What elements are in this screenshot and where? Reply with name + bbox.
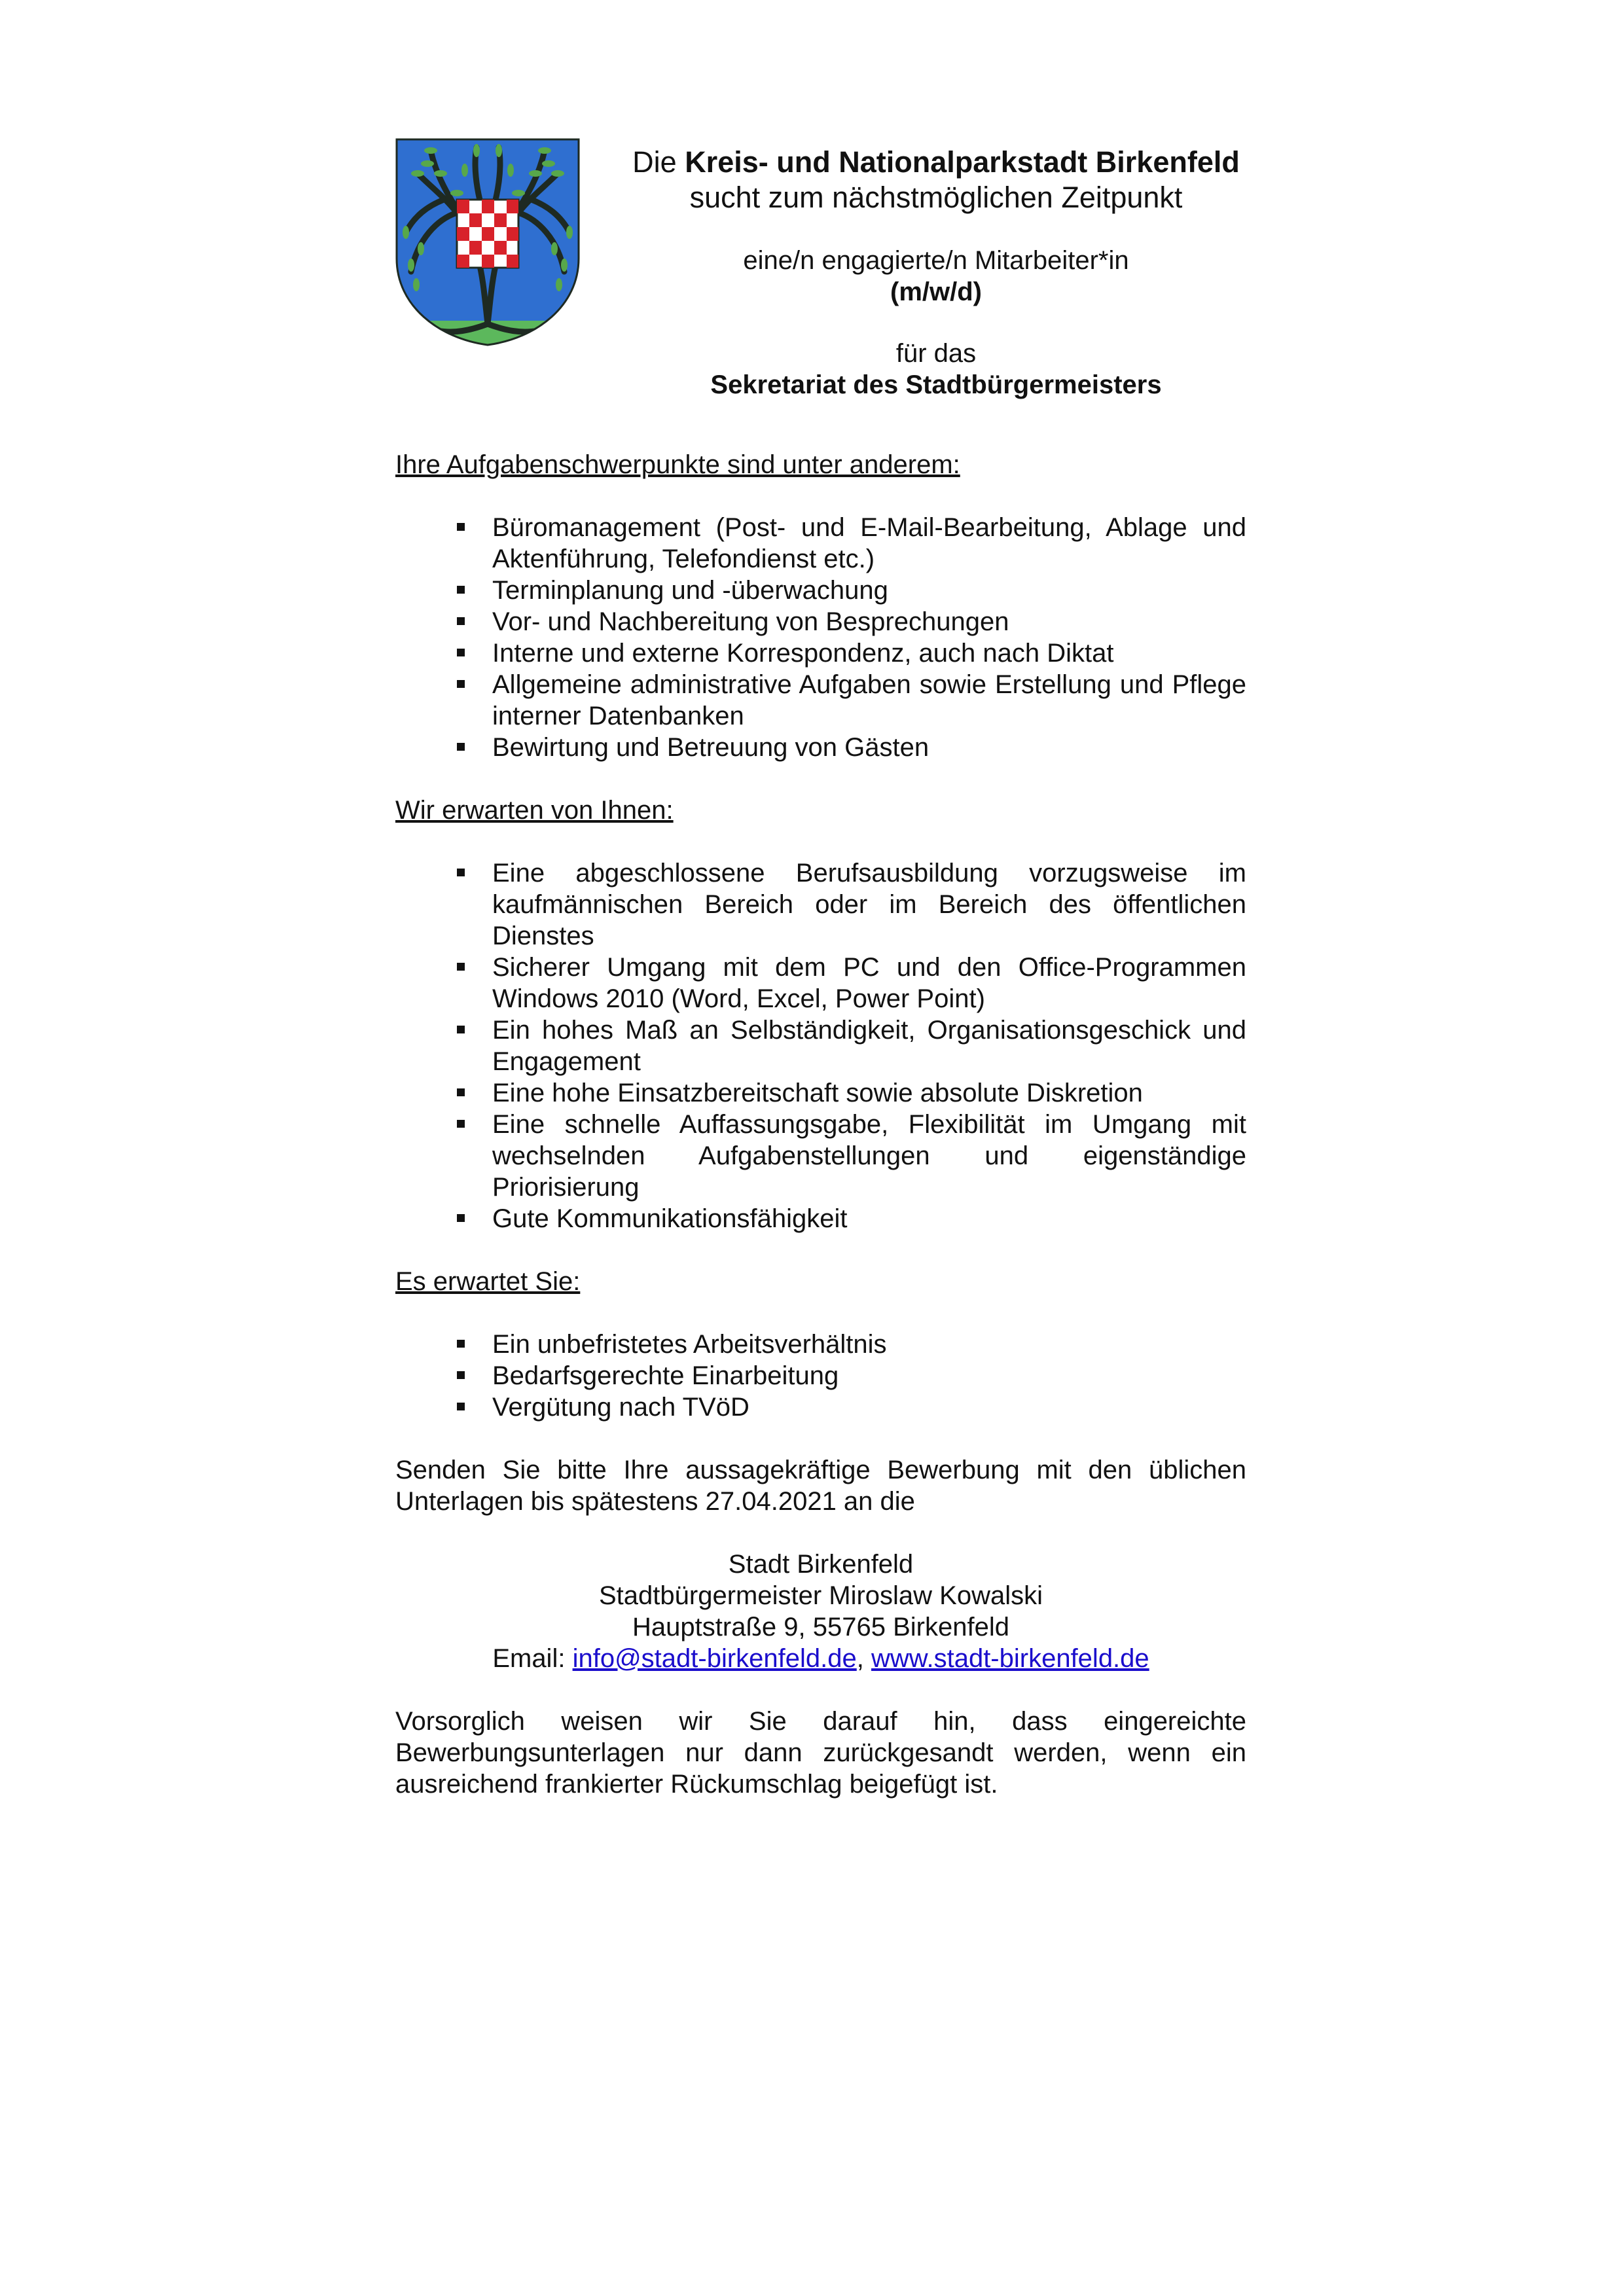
- job-posting-body: [395, 449, 1246, 1800]
- list-item: Ein hohes Maß an Selbständigkeit, Organisationsgeschick und Engagement: [395, 1014, 1246, 1077]
- tasks-list: [395, 512, 1246, 763]
- title-city: Kreis- und Nationalparkstadt Birkenfeld: [685, 145, 1240, 179]
- application-text: Senden Sie bitte Ihre aussagekräftige Bewerbung mit den üblichen Unterlagen bis spätestens 27.04.2021 an die: [395, 1456, 1246, 1516]
- email-label: Email:: [492, 1644, 566, 1673]
- list-item: Vor- und Nachbereitung von Besprechungen: [395, 606, 1246, 637]
- address-block: [395, 1549, 1246, 1674]
- list-item: Interne und externe Korrespondenz, auch nach Diktat: [395, 637, 1246, 669]
- offer-heading: Es erwartet Sie:: [395, 1267, 581, 1296]
- contact-separator: ,: [856, 1644, 864, 1673]
- title-prefix: Die: [632, 145, 677, 179]
- list-item: Eine hohe Einsatzbereitschaft sowie absolute Diskretion: [395, 1077, 1246, 1109]
- list-item: Ein unbefristetes Arbeitsverhältnis: [395, 1329, 1246, 1360]
- list-item: Eine abgeschlossene Berufsausbildung vorzugsweise im kaufmännischen Bereich oder im Bereich des öffentlichen Dienstes: [395, 857, 1246, 952]
- list-item: Sicherer Umgang mit dem PC und den Office-Programmen Windows 2010 (Word, Excel, Power Point): [395, 952, 1246, 1014]
- address-line-name: Stadt Birkenfeld: [728, 1550, 914, 1579]
- list-item: Büromanagement (Post- und E-Mail-Bearbeitung, Ablage und Aktenführung, Telefondienst etc.): [395, 512, 1246, 575]
- coat-of-arms-logo: [391, 134, 584, 349]
- contact-line: [395, 1643, 1246, 1674]
- list-item: Bedarfsgerechte Einarbeitung: [395, 1360, 1246, 1391]
- disclaimer-text: Vorsorglich weisen wir Sie darauf hin, dass eingereichte Bewerbungsunterlagen nur dann zurückgesandt werden, wenn ein ausreichend frankierter Rückumschlag beigefügt ist.: [395, 1707, 1246, 1799]
- gender-note: (m/w/d): [890, 278, 982, 306]
- tasks-heading: Ihre Aufgabenschwerpunkte sind unter anderem:: [395, 450, 960, 479]
- list-item: Gute Kommunikationsfähigkeit: [395, 1203, 1246, 1234]
- page-title: [576, 144, 1296, 181]
- list-item: Vergütung nach TVöD: [395, 1391, 1246, 1423]
- list-item: Terminplanung und -überwachung: [395, 575, 1246, 606]
- subtitle: sucht zum nächstmöglichen Zeitpunkt: [689, 181, 1183, 214]
- for-label: für das: [895, 339, 977, 368]
- department-title: Sekretariat des Stadtbürgermeisters: [710, 370, 1162, 399]
- requirements-list: [395, 857, 1246, 1234]
- list-item: Eine schnelle Auffassungsgabe, Flexibilität im Umgang mit wechselnden Aufgabenstellungen und eigenständige Priorisierung: [395, 1109, 1246, 1203]
- header: [576, 144, 1296, 401]
- email-link[interactable]: info@stadt-birkenfeld.de: [572, 1644, 857, 1673]
- address-line-mayor: Stadtbürgermeister Miroslaw Kowalski: [598, 1581, 1043, 1610]
- position-title: eine/n engagierte/n Mitarbeiter*in: [743, 246, 1129, 275]
- list-item: Allgemeine administrative Aufgaben sowie Erstellung und Pflege interner Datenbanken: [395, 669, 1246, 732]
- list-item: Bewirtung und Betreuung von Gästen: [395, 732, 1246, 763]
- website-link[interactable]: www.stadt-birkenfeld.de: [871, 1644, 1149, 1673]
- offer-list: [395, 1329, 1246, 1423]
- requirements-heading: Wir erwarten von Ihnen:: [395, 796, 674, 825]
- address-line-street: Hauptstraße 9, 55765 Birkenfeld: [632, 1613, 1009, 1641]
